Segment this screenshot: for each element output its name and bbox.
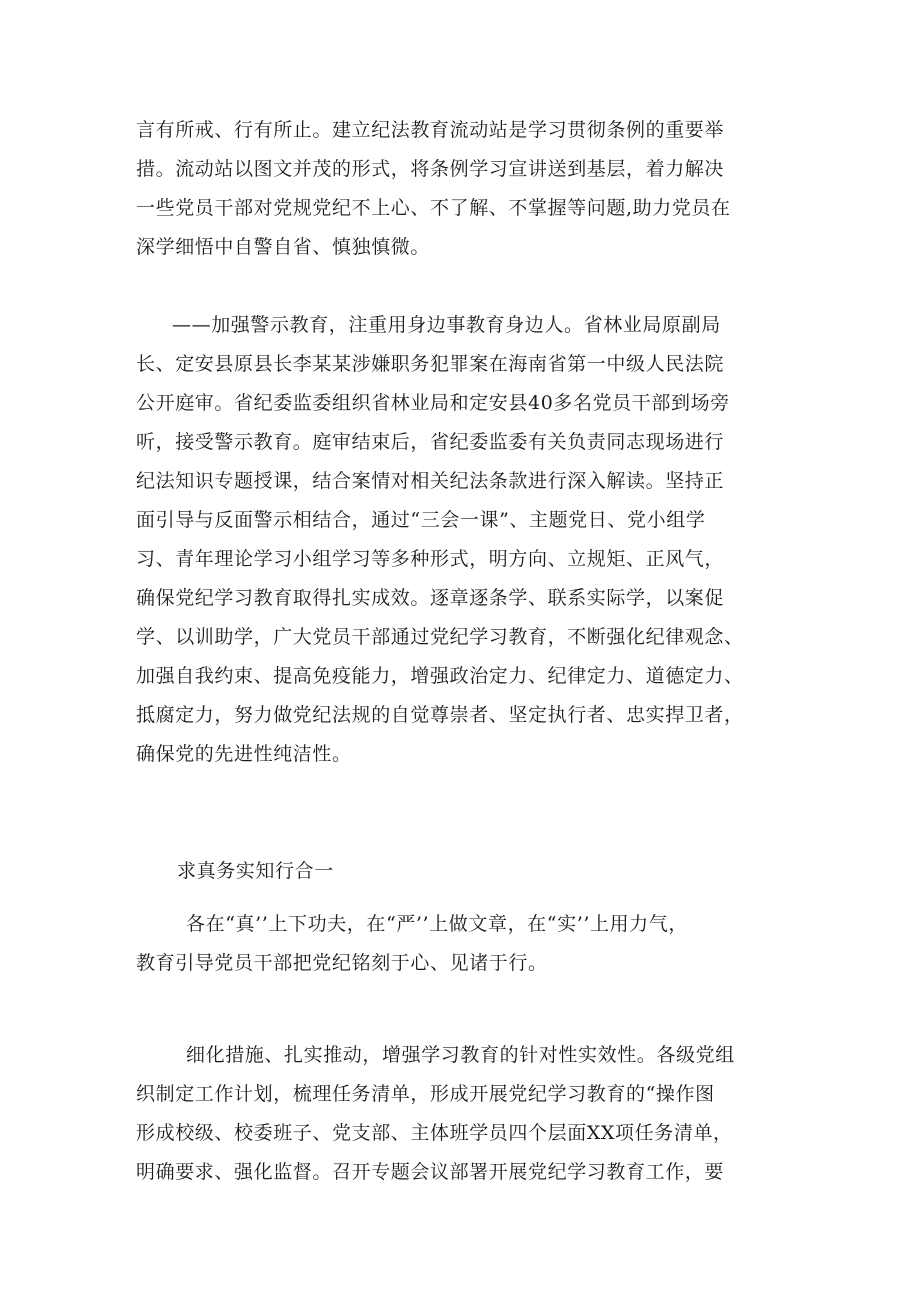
paragraph-2 bbox=[136, 306, 796, 774]
text-line: 深学细悟中自警自省、慎独慎微。 bbox=[136, 236, 431, 258]
text-line: 面引导与反面警示相结合，通过“三会一课”、主题党日、党小组学 bbox=[136, 509, 706, 531]
text-line: 教育引导党员干部把党纪铭刻于心、见诸于行。 bbox=[136, 952, 548, 974]
text-line: 学、以训助学，广大党员干部通过党纪学习教育，不断强化纪律观念、 bbox=[136, 626, 744, 648]
heading-text: 求真务实知行合一 bbox=[177, 860, 334, 882]
text-line: 确保党纪学习教育取得扎实成效。逐章逐条学、联系实际学，以案促 bbox=[136, 587, 725, 609]
text-line: 听，接受警示教育。庭审结束后，省纪委监委有关负责同志现场进行 bbox=[136, 431, 725, 453]
text-line: 织制定工作计划，梳理任务清单，形成开展党纪学习教育的“操作图 bbox=[136, 1083, 715, 1105]
text-line: 加强自我约束、提高免疫能力，增强政治定力、纪律定力、道德定力、 bbox=[136, 665, 744, 687]
text-line: 公开庭审。省纪委监委组织省林业局和定安县40多名党员干部到场旁 bbox=[136, 392, 730, 414]
text-line: 确保党的先进性纯洁性。 bbox=[136, 743, 352, 765]
text-line: 习、青年理论学习小组学习等多种形式，明方向、立规矩、正风气， bbox=[136, 548, 725, 570]
text-line: 措。流动站以图文并茂的形式，将条例学习宣讲送到基层，着力解决 bbox=[136, 158, 725, 180]
section-heading bbox=[136, 852, 796, 891]
text-line: 长、定安县原县长李某某涉嫌职务犯罪案在海南省第一中级人民法院 bbox=[136, 353, 725, 375]
paragraph-3 bbox=[136, 905, 796, 983]
text-line: 各在“真’’上下功夫，在“严’’上做文章，在“实’’上用力气， bbox=[186, 913, 688, 935]
paragraph-4 bbox=[136, 1036, 796, 1192]
text-line: 抵腐定力，努力做党纪法规的自觉尊崇者、坚定执行者、忠实捍卫者， bbox=[136, 704, 744, 726]
text-line: 形成校级、校委班子、党支部、主体班学员四个层面XX项任务清单， bbox=[136, 1122, 733, 1144]
text-line: 细化措施、扎实推动，增强学习教育的针对性实效性。各级党组 bbox=[186, 1044, 735, 1066]
paragraph-1 bbox=[136, 111, 796, 267]
text-line: ——加强警示教育，注重用身边事教育身边人。省林业局原副局 bbox=[172, 314, 721, 336]
text-line: 一些党员干部对党规党纪不上心、不了解、不掌握等问题,助力党员在 bbox=[136, 197, 731, 219]
text-line: 纪法知识专题授课，结合案情对相关纪法条款进行深入解读。坚持正 bbox=[136, 470, 725, 492]
text-line: 明确要求、强化监督。召开专题会议部署开展党纪学习教育工作，要 bbox=[136, 1161, 725, 1183]
text-line: 言有所戒、行有所止。建立纪法教育流动站是学习贯彻条例的重要举 bbox=[136, 119, 725, 141]
